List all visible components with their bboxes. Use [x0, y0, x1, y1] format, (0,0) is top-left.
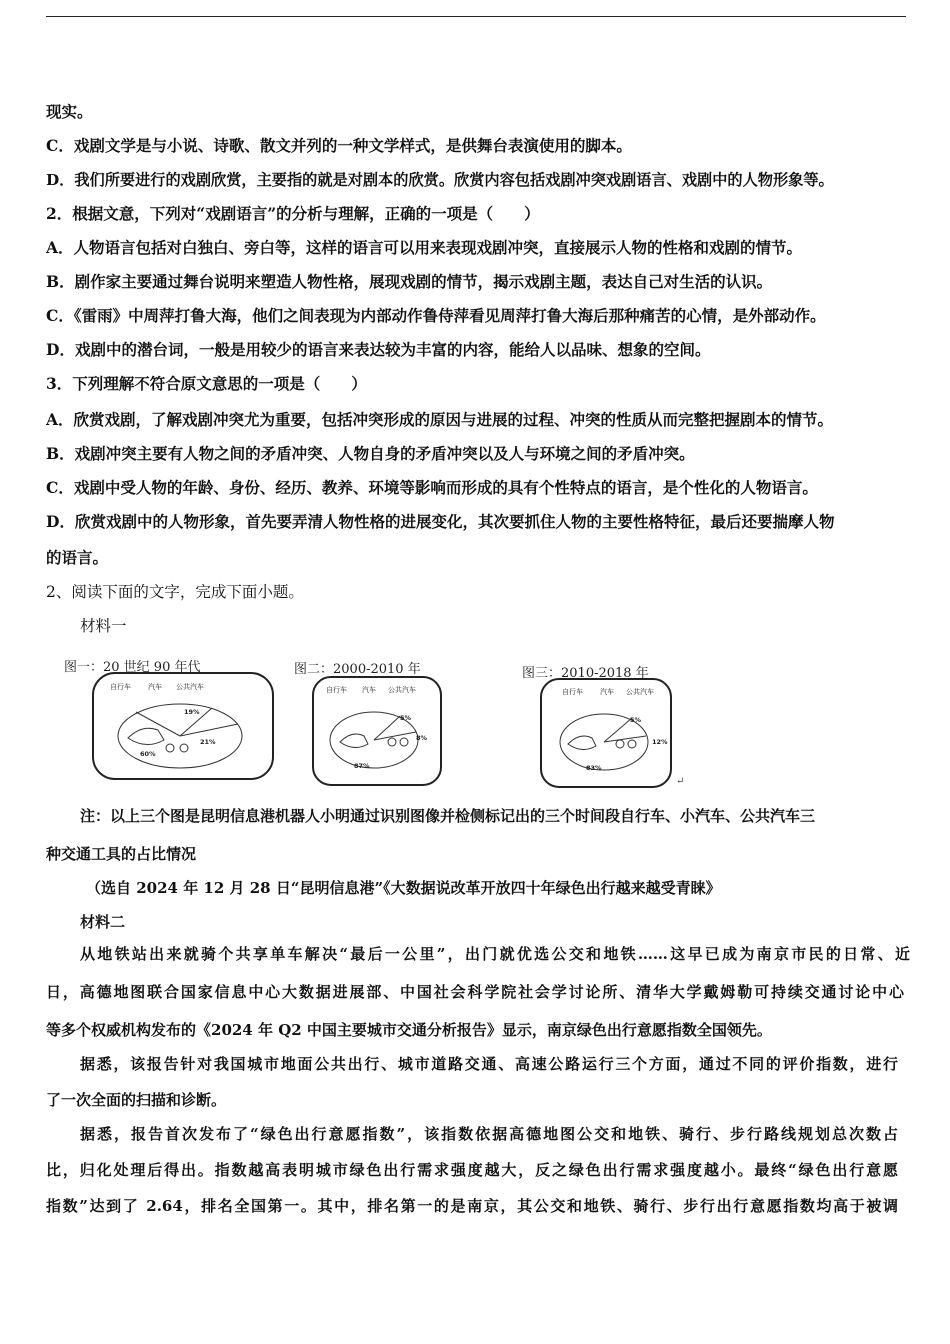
paragraph-line: 了一次全面的扫描和诊断。 [46, 1091, 227, 1109]
option-d: D．欣赏戏剧中的人物形象，首先要弄清人物性格的进展变化，其次要抓住人物的主要性格特征，最后还要揣摩人物 [46, 512, 835, 531]
legend-bus: 公共汽车 [626, 688, 654, 696]
note-line: 种交通工具的占比情况 [46, 845, 197, 863]
question-3: 3．下列理解不符合原文意思的一项是（ ） [46, 374, 367, 393]
figure-3-pie [540, 678, 672, 788]
paragraph-return-mark: ↵ [676, 776, 685, 787]
label-car: 5% [400, 714, 412, 722]
option-b: B．剧作家主要通过舞台说明来塑造人物性格，展现戏剧的情节，揭示戏剧主题，表达自己对生活的认识。 [46, 272, 773, 291]
label-bus: 12% [652, 738, 668, 746]
header-rule [46, 16, 906, 17]
legend-bicycle: 自行车 [110, 683, 131, 691]
text-line: 现实。 [46, 102, 93, 121]
option-a: A．人物语言包括对白独白、旁白等，这样的语言可以用来表现戏剧冲突，直接展示人物的性格和戏剧的情节。 [46, 238, 803, 257]
paragraph-line: 从地铁站出来就骑个共享单车解决“最后一公里”，出门就优选公交和地铁……这早已成为南京市民的日常、近 [80, 945, 910, 963]
option-c: C．《雷雨》中周萍打鲁大海，他们之间表现为内部动作鲁侍萍看见周萍打鲁大海后那种痛苦的心情，是外部动作。 [46, 306, 826, 325]
option-b: B．戏剧冲突主要有人物之间的矛盾冲突、人物自身的矛盾冲突以及人与环境之间的矛盾冲突。 [46, 444, 695, 463]
section-heading: 2、阅读下面的文字，完成下面小题。 [46, 583, 304, 601]
paragraph-line: 等多个权威机构发布的《2024 年 Q2 中国主要城市交通分析报告》显示，南京绿色出行意愿指数全国领先。 [46, 1021, 772, 1039]
figure-2-title: 图二：2000-2010 年 [294, 662, 421, 677]
legend-car: 汽车 [148, 683, 162, 691]
material-two-label: 材料二 [80, 913, 126, 931]
paragraph-line: 比，归化处理后得出。指数越高表明城市绿色出行需求强度越大，反之绿色出行需求强度越小。最终“绿色出行意愿 [46, 1161, 898, 1179]
legend-bicycle: 自行车 [326, 686, 347, 694]
label-bus: 8% [416, 734, 428, 742]
label-car: 19% [184, 708, 200, 716]
legend-bus: 公共汽车 [176, 683, 204, 691]
legend-bicycle: 自行车 [562, 688, 583, 696]
figure-1-pie [92, 672, 274, 780]
option-d: D．我们所要进行的戏剧欣赏，主要指的就是对剧本的欣赏。欣赏内容包括戏剧冲突戏剧语言、戏剧中的人物形象等。 [46, 171, 834, 189]
question-2: 2．根据文意，下列对“戏剧语言”的分析与理解，正确的一项是（ ） [46, 204, 540, 223]
option-c: C．戏剧中受人物的年龄、身份、经历、教养、环境等影响而形成的具有个性特点的语言，是个性化的人物语言。 [46, 478, 818, 497]
option-c: C．戏剧文学是与小说、诗歌、散文并列的一种文学样式，是供舞台表演使用的脚本。 [46, 136, 632, 155]
legend-car: 汽车 [600, 688, 614, 696]
label-bicycle: 60% [140, 750, 156, 758]
label-bus: 21% [200, 738, 216, 746]
source-citation: （选自 2024 年 12 月 28 日“昆明信息港”《大数据说改革开放四十年绿色出行越来越受青睐》 [86, 879, 721, 897]
paragraph-line: 指数”达到了 2.64，排名全国第一。其中，排名第一的是南京，其公交和地铁、骑行、步行出行意愿指数均高于被调 [46, 1197, 898, 1215]
figure-2-pie [312, 676, 442, 786]
material-one-label: 材料一 [80, 617, 127, 635]
note-line: 注：以上三个图是昆明信息港机器人小明通过识别图像并检侧标记出的三个时间段自行车、小汽车、公共汽车三 [80, 807, 816, 825]
paragraph-line: 日，高德地图联合国家信息中心大数据进展部、中国社会科学院社会学讨论所、清华大学戴姆勒可持续交通讨论中心 [46, 983, 904, 1001]
paragraph-line: 据悉，报告首次发布了“绿色出行意愿指数”，该指数依据高德地图公交和地铁、骑行、步行路线规划总次数占 [80, 1125, 898, 1143]
label-bicycle: 83% [586, 764, 602, 772]
figure-3-title: 图三：2010-2018 年 [522, 666, 649, 681]
label-car: 5% [630, 716, 642, 724]
option-d: D．戏剧中的潜台词，一般是用较少的语言来表达较为丰富的内容，能给人以品味、想象的空间。 [46, 340, 711, 359]
figure-1-title: 图一：20 世纪 90 年代 [64, 660, 201, 675]
legend-bus: 公共汽车 [388, 686, 416, 694]
paragraph-line: 据悉，该报告针对我国城市地面公共出行、城市道路交通、高速公路运行三个方面，通过不同的评价指数，进行 [80, 1055, 898, 1073]
option-d-continued: 的语言。 [46, 548, 109, 567]
label-bicycle: 87% [354, 762, 370, 770]
legend-car: 汽车 [362, 686, 376, 694]
option-a: A．欣赏戏剧，了解戏剧冲突尤为重要，包括冲突形成的原因与进展的过程、冲突的性质从而完整把握剧本的情节。 [46, 410, 834, 429]
